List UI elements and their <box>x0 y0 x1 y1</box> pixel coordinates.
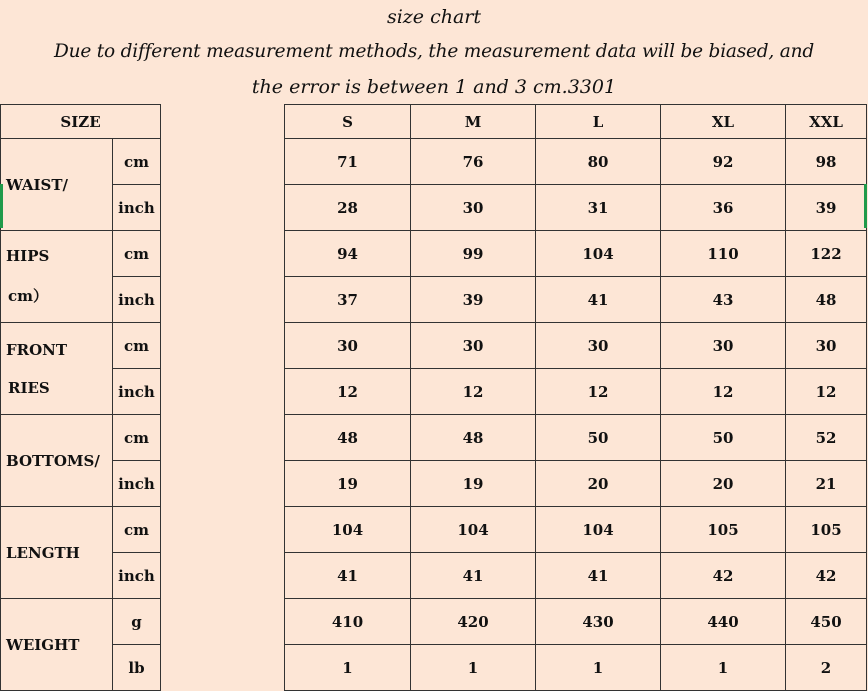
value-cell: 122 <box>786 231 867 277</box>
value-cell: 28 <box>285 185 411 231</box>
unit-cell: inch <box>113 553 161 599</box>
blank-cell <box>161 553 285 599</box>
value-cell: 42 <box>786 553 867 599</box>
disclaimer-line-2: the error is between 1 and 3 cm.3301 <box>251 76 617 98</box>
blank-cell <box>161 507 285 553</box>
value-cell: 31 <box>536 185 661 231</box>
value-cell: 12 <box>661 369 786 415</box>
blank-cell <box>161 231 285 277</box>
value-cell: 41 <box>285 553 411 599</box>
size-table <box>0 104 867 691</box>
value-cell: 2 <box>786 645 867 691</box>
value-cell: 50 <box>536 415 661 461</box>
measurement-label-text: LENGTH <box>6 543 80 562</box>
value-cell: 1 <box>536 645 661 691</box>
value-cell: 98 <box>786 139 867 185</box>
measurement-row <box>1 461 867 507</box>
value-cell: 92 <box>661 139 786 185</box>
size-xxl-header: XXL <box>786 105 867 139</box>
value-cell: 105 <box>786 507 867 553</box>
measurement-row <box>1 139 867 185</box>
value-cell: 1 <box>661 645 786 691</box>
measurement-label-subtext: RIES <box>8 378 50 397</box>
measurement-label <box>1 599 113 691</box>
value-cell: 41 <box>536 277 661 323</box>
value-cell: 30 <box>411 185 536 231</box>
measurement-label-text: BOTTOMS/ <box>6 451 100 470</box>
unit-cell: cm <box>113 231 161 277</box>
size-l-header: L <box>536 105 661 139</box>
unit-cell: cm <box>113 139 161 185</box>
value-cell: 21 <box>786 461 867 507</box>
blank-cell <box>161 645 285 691</box>
value-cell: 71 <box>285 139 411 185</box>
measurement-row <box>1 231 867 277</box>
blank-cell <box>161 277 285 323</box>
measurement-row <box>1 185 867 231</box>
value-cell: 37 <box>285 277 411 323</box>
value-cell: 1 <box>285 645 411 691</box>
size-xl-header: XL <box>661 105 786 139</box>
value-cell: 36 <box>661 185 786 231</box>
measurement-label-subtext: cm） <box>8 287 49 305</box>
measurement-label-text: HIPS <box>6 247 50 265</box>
value-cell: 12 <box>786 369 867 415</box>
blank-cell <box>161 323 285 369</box>
blank-cell <box>161 369 285 415</box>
size-header: SIZE <box>1 105 161 139</box>
value-cell: 19 <box>285 461 411 507</box>
value-cell: 30 <box>285 323 411 369</box>
measurement-row <box>1 415 867 461</box>
value-cell: 420 <box>411 599 536 645</box>
value-cell: 1 <box>411 645 536 691</box>
value-cell: 30 <box>536 323 661 369</box>
value-cell: 19 <box>411 461 536 507</box>
value-cell: 41 <box>411 553 536 599</box>
value-cell: 104 <box>285 507 411 553</box>
blank-cell <box>161 599 285 645</box>
size-table-body <box>1 105 867 691</box>
measurement-label <box>1 507 113 599</box>
blank-cell <box>161 185 285 231</box>
value-cell: 48 <box>411 415 536 461</box>
measurement-label <box>1 323 113 415</box>
value-cell: 450 <box>786 599 867 645</box>
unit-cell: cm <box>113 323 161 369</box>
measurement-row <box>1 507 867 553</box>
value-cell: 48 <box>786 277 867 323</box>
header-row <box>1 105 867 139</box>
value-cell: 110 <box>661 231 786 277</box>
value-cell: 430 <box>536 599 661 645</box>
value-cell: 20 <box>661 461 786 507</box>
value-cell: 41 <box>536 553 661 599</box>
value-cell: 42 <box>661 553 786 599</box>
value-cell: 48 <box>285 415 411 461</box>
value-cell: 20 <box>536 461 661 507</box>
value-cell: 30 <box>661 323 786 369</box>
size-s-header: S <box>285 105 411 139</box>
chart-title: size chart <box>386 6 482 28</box>
value-cell: 52 <box>786 415 867 461</box>
disclaimer-line-1: Due to different measurement methods, the measurement data will be biased, and <box>54 41 814 62</box>
value-cell: 99 <box>411 231 536 277</box>
unit-cell: cm <box>113 415 161 461</box>
value-cell: 12 <box>411 369 536 415</box>
measurement-row <box>1 369 867 415</box>
measurement-label-text: FRONT <box>6 340 68 359</box>
value-cell: 76 <box>411 139 536 185</box>
blank-column-header <box>161 105 285 139</box>
value-cell: 105 <box>661 507 786 553</box>
measurement-label <box>1 415 113 507</box>
value-cell: 440 <box>661 599 786 645</box>
chart-header <box>0 0 868 104</box>
measurement-label <box>1 139 113 231</box>
value-cell: 104 <box>536 231 661 277</box>
left-edge-mark <box>0 184 3 228</box>
unit-cell: lb <box>113 645 161 691</box>
value-cell: 94 <box>285 231 411 277</box>
value-cell: 30 <box>411 323 536 369</box>
value-cell: 12 <box>285 369 411 415</box>
value-cell: 104 <box>536 507 661 553</box>
value-cell: 50 <box>661 415 786 461</box>
unit-cell: inch <box>113 185 161 231</box>
value-cell: 12 <box>536 369 661 415</box>
size-m-header: M <box>411 105 536 139</box>
measurement-row <box>1 553 867 599</box>
unit-cell: inch <box>113 461 161 507</box>
measurement-label <box>1 231 113 323</box>
measurement-row <box>1 645 867 691</box>
value-cell: 410 <box>285 599 411 645</box>
measurement-row <box>1 323 867 369</box>
value-cell: 39 <box>786 185 867 231</box>
unit-cell: inch <box>113 369 161 415</box>
right-edge-mark <box>864 184 867 228</box>
unit-cell: inch <box>113 277 161 323</box>
value-cell: 30 <box>786 323 867 369</box>
blank-cell <box>161 461 285 507</box>
measurement-row <box>1 277 867 323</box>
value-cell: 104 <box>411 507 536 553</box>
value-cell: 43 <box>661 277 786 323</box>
blank-cell <box>161 415 285 461</box>
measurement-label-text: WAIST/ <box>6 175 69 194</box>
value-cell: 39 <box>411 277 536 323</box>
blank-cell <box>161 139 285 185</box>
unit-cell: cm <box>113 507 161 553</box>
measurement-row <box>1 599 867 645</box>
value-cell: 80 <box>536 139 661 185</box>
measurement-label-text: WEIGHT <box>6 635 80 654</box>
unit-cell: g <box>113 599 161 645</box>
